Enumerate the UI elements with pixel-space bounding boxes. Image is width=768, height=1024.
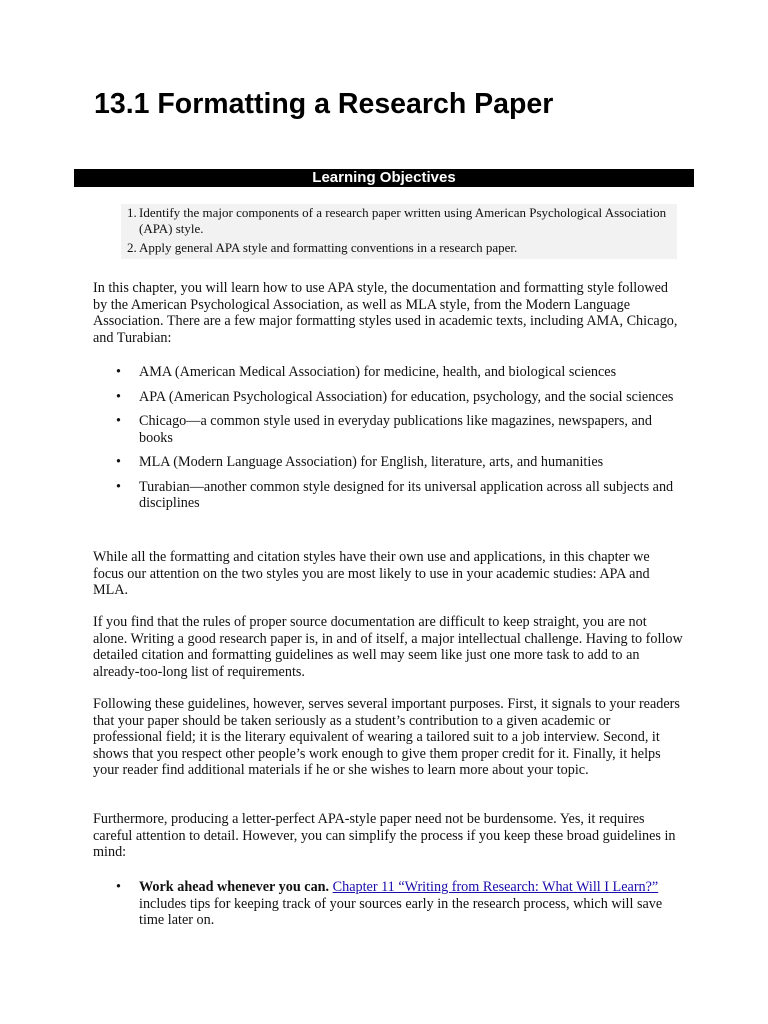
chapter-11-link[interactable]: Chapter 11 “Writing from Research: What Will I Learn?” — [332, 879, 659, 895]
bullet-icon: • — [116, 478, 121, 495]
tip-bold-label: Work ahead whenever you can. — [139, 879, 330, 895]
styles-list — [93, 364, 683, 520]
style-item-text: Chicago—a common style used in everyday publications like magazines, newspapers, and books — [139, 413, 652, 446]
bullet-icon: • — [116, 413, 121, 429]
objective-number: 2. — [127, 240, 137, 255]
style-item-text: AMA (American Medical Association) for medicine, health, and biological sciences — [139, 364, 617, 380]
documentation-paragraph: If you find that the rules of proper source documentation are difficult to keep straight, you are not alone. Writing a good research paper is, in and of itself, a major intellectual challenge. Having to follow detailed citation and formatting guidelines as well may seem like just one more task to add to an already-too-long list of requirements. — [93, 614, 683, 680]
intro-paragraph: In this chapter, you will learn how to use APA style, the documentation and formatting style followed by the American Psychological Association, as well as MLA style, from the Modern Language Association. There are a few major formatting styles used in academic texts, including AMA, Chicago, and Turabian: — [93, 280, 678, 346]
page-title: 13.1 Formatting a Research Paper — [94, 88, 554, 120]
style-item — [93, 389, 683, 406]
objective-item — [121, 205, 677, 236]
bullet-icon: • — [116, 454, 121, 470]
guidelines-paragraph: Furthermore, producing a letter-perfect APA-style paper need not be burdensome. Yes, it requires careful attention to detail. However, you can simplify the process if you keep these broad guidelines in mind: — [93, 811, 676, 860]
style-item — [93, 364, 683, 381]
tips-list — [93, 879, 683, 937]
objective-number: 1. — [127, 205, 137, 220]
style-item-text: APA (American Psychological Association) for education, psychology, and the social sciences — [139, 388, 674, 405]
objective-item — [121, 240, 677, 256]
purposes-paragraph: Following these guidelines, however, serves several important purposes. First, it signals to your readers that your paper should be taken seriously as a student’s contribution to a given academic or professional field; it is the literary equivalent of wearing a tailored suit to a job interview. Second, it shows that you respect other people’s work enough to give them proper credit for it. Finally, it helps your reader find additional materials if he or she wishes to learn more about your topic. — [93, 696, 680, 778]
focus-paragraph: While all the formatting and citation styles have their own use and applications, in this chapter we focus our attention on the two styles you are most likely to use in your academic studies: APA and MLA. — [93, 549, 650, 598]
tip-item — [93, 879, 683, 929]
learning-objectives-box — [121, 204, 677, 259]
style-item — [93, 413, 683, 446]
style-item — [93, 479, 683, 512]
bullet-icon: • — [116, 364, 121, 380]
learning-objectives-header: Learning Objectives — [74, 169, 694, 187]
bullet-icon: • — [116, 388, 121, 405]
style-item-text: Turabian—another common style designed for its universal application across all subjects and disciplines — [139, 478, 674, 511]
style-item-text: MLA (Modern Language Association) for English, literature, arts, and humanities — [139, 454, 604, 470]
bullet-icon: • — [116, 879, 121, 895]
style-item — [93, 454, 683, 471]
objectives-list — [121, 205, 677, 256]
tip-text: includes tips for keeping track of your sources early in the research process, which will save time later on. — [139, 895, 663, 928]
objective-text: Identify the major components of a research paper written using American Psychological Association (APA) style. — [139, 205, 667, 236]
objective-text: Apply general APA style and formatting conventions in a research paper. — [139, 240, 518, 255]
